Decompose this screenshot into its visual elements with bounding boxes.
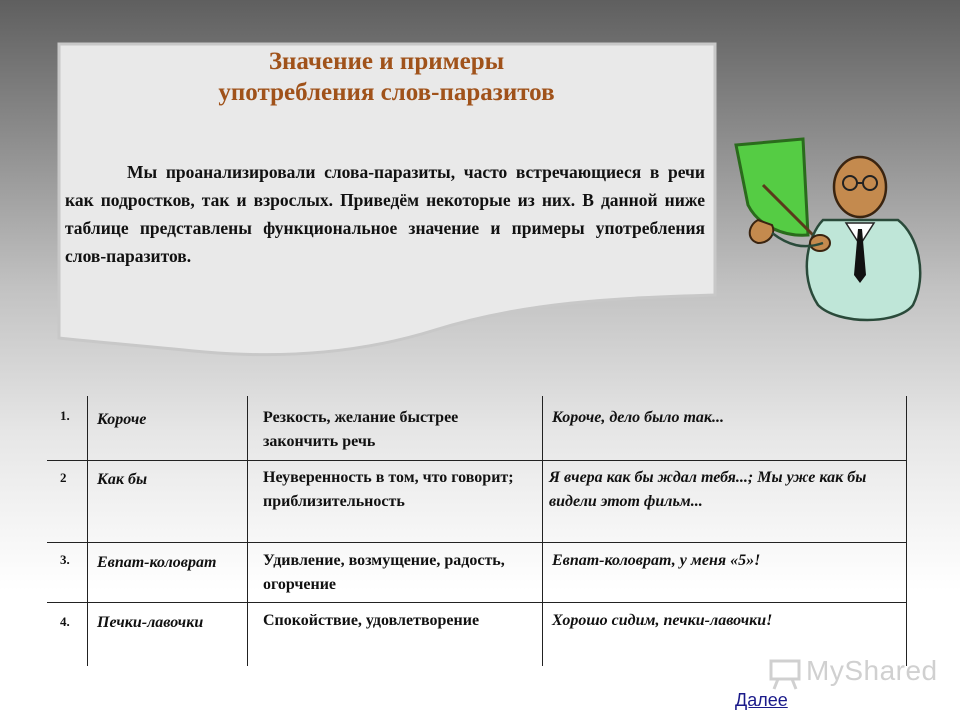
usage-example: Я вчера как бы ждал тебя...; Мы уже как бы видели этот фильм... xyxy=(549,469,867,510)
word-meaning: Удивление, возмущение, радость, огорчение xyxy=(263,552,505,593)
usage-example: Короче, дело было так... xyxy=(552,409,725,426)
table-divider xyxy=(47,542,907,543)
intro-paragraph: Мы проанализировали слова-паразиты, часто встречающиеся в речи как подростков, так и взрослых. Приведём некоторые из них. В данной ниже таблице представлены функциональное значение и примеры употребления слов-паразитов. xyxy=(65,162,705,266)
table-divider xyxy=(906,396,907,666)
usage-example: Евпат-коловрат, у меня «5»! xyxy=(552,552,761,569)
intro-document-box xyxy=(55,40,718,365)
table-divider xyxy=(47,602,907,603)
filler-word: Как бы xyxy=(97,471,148,488)
filler-words-table xyxy=(47,396,907,666)
logo-text: MyShared xyxy=(806,655,938,686)
row-number: 4. xyxy=(60,614,70,629)
next-link[interactable]: Далее xyxy=(735,690,788,710)
myshared-logo xyxy=(768,652,938,696)
word-meaning: Резкость, желание быстрее закончить речь xyxy=(263,409,459,450)
row-number: 2 xyxy=(60,470,67,485)
row-number: 3. xyxy=(60,552,70,567)
presentation-icon xyxy=(768,656,804,692)
word-meaning: Спокойствие, удовлетворение xyxy=(263,612,480,629)
table-divider xyxy=(87,396,88,666)
slide-title xyxy=(55,46,718,108)
filler-word: Короче xyxy=(97,411,147,428)
word-meaning: Неуверенность в том, что говорит; приблизительность xyxy=(263,469,514,510)
filler-word: Печки-лавочки xyxy=(97,614,204,631)
table-divider xyxy=(542,396,543,666)
filler-word: Евпат-коловрат xyxy=(97,554,217,571)
teacher-illustration xyxy=(728,125,928,325)
row-number: 1. xyxy=(60,408,70,423)
table-divider xyxy=(47,460,907,461)
table-divider xyxy=(247,396,248,666)
title-line-2: употребления слов-паразитов xyxy=(218,79,555,106)
title-line-1: Значение и примеры xyxy=(268,48,505,75)
usage-example: Хорошо сидим, печки-лавочки! xyxy=(552,612,773,629)
